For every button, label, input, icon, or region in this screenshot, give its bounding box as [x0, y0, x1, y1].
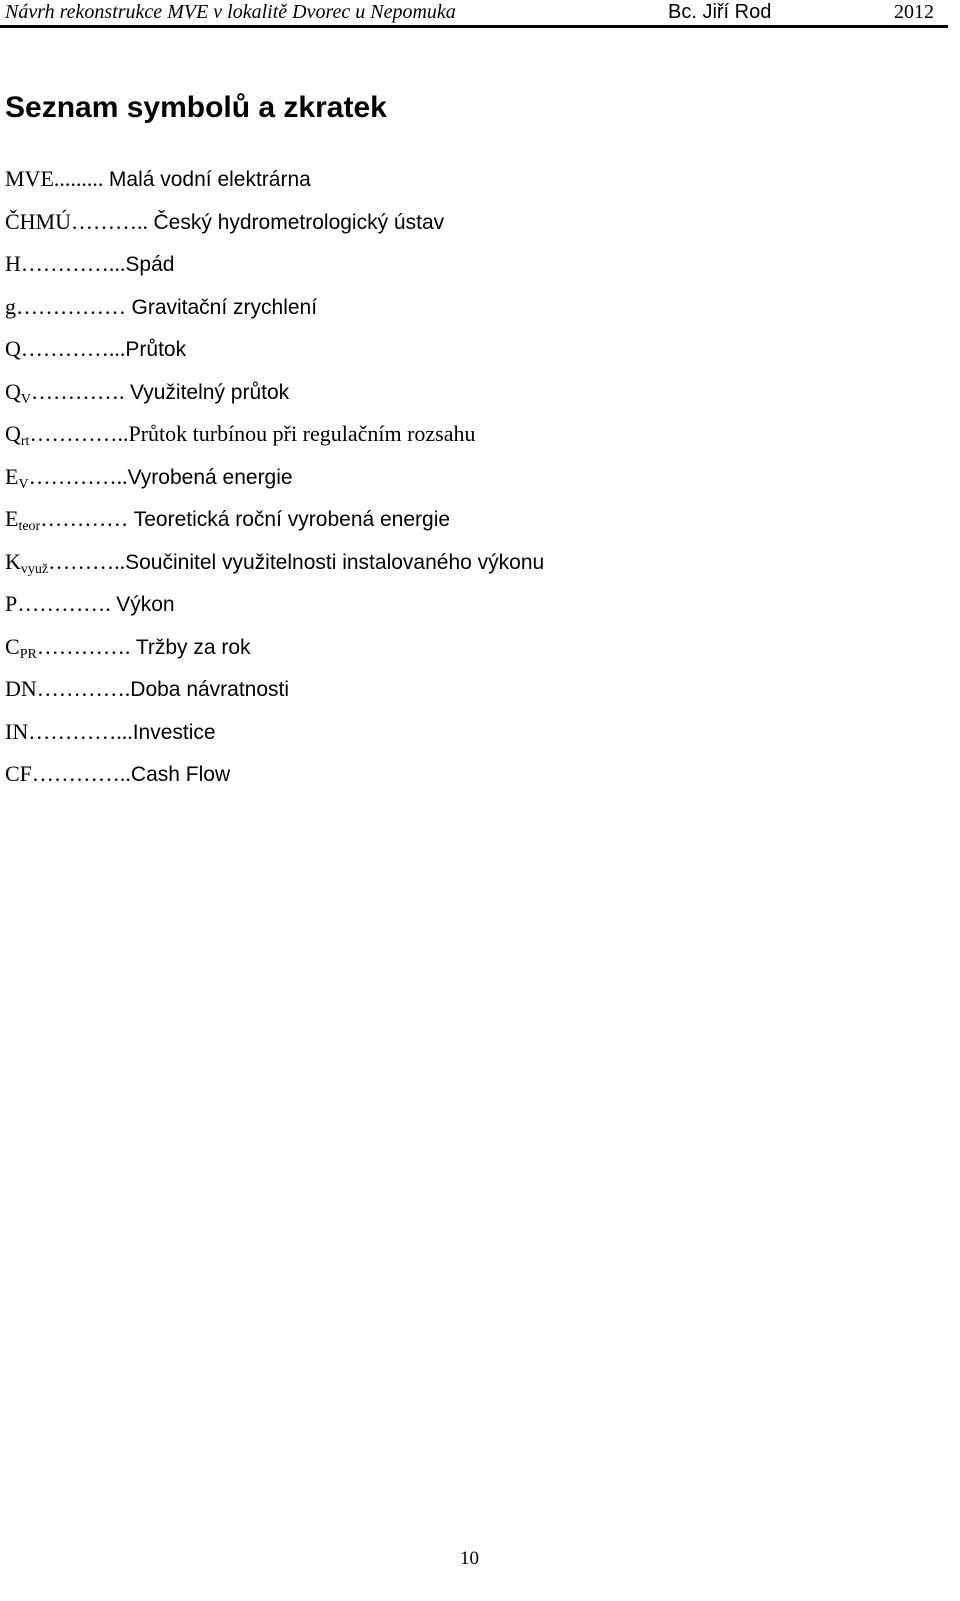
- symbol-row: [5, 503, 544, 546]
- symbol-definition: Výkon: [116, 593, 175, 616]
- symbol: $E_{teor}$: [5, 506, 41, 534]
- symbol-list: [5, 163, 544, 801]
- symbol-row: [5, 673, 544, 716]
- symbol: g: [5, 293, 16, 319]
- symbol-definition: Využitelný průtok: [130, 380, 290, 404]
- symbol: Q: [5, 336, 21, 361]
- symbol-row: [5, 376, 544, 419]
- dot-leader: ………….: [36, 676, 131, 701]
- dot-leader: ………….: [31, 378, 131, 404]
- symbol: $C_{PR}$: [5, 633, 37, 662]
- symbol-definition: Cash Flow: [130, 763, 231, 786]
- symbol-definition: Teoretická roční vyrobená energie: [133, 508, 451, 531]
- symbol: $K_{využ}$: [5, 548, 49, 577]
- symbol-row: [5, 333, 544, 376]
- dot-leader: …………...: [20, 336, 126, 361]
- symbol-row: [5, 206, 544, 249]
- dot-leader: ………….: [17, 591, 117, 616]
- symbol-row: [5, 631, 544, 674]
- header-author: Bc. Jiří Rod: [668, 1, 772, 23]
- dot-leader: …………...: [28, 718, 133, 744]
- symbol: $E_V$: [5, 463, 29, 492]
- symbol-definition: Součinitel využitelnosti instalovaného výkonu: [125, 550, 545, 574]
- dot-leader: …………..: [29, 421, 129, 446]
- header-title: Návrh rekonstrukce MVE v lokalitě Dvorec u Nepomuka: [5, 1, 456, 23]
- symbol-definition: Spád: [125, 253, 175, 276]
- symbol: H: [5, 251, 21, 276]
- symbol-definition: Investice: [132, 720, 216, 744]
- dot-leader: .........: [53, 166, 109, 191]
- dot-leader: ………..: [48, 548, 126, 574]
- symbol-row: [5, 291, 544, 334]
- symbol-row: [5, 588, 544, 631]
- symbol-definition: Vyrobená energie: [127, 465, 293, 489]
- symbol: $Q_V$: [5, 378, 32, 407]
- symbol: ČHMÚ: [5, 208, 72, 234]
- running-header: [0, 0, 948, 28]
- symbol-row: [5, 758, 544, 801]
- dot-leader: …………..: [31, 761, 131, 786]
- symbol-row: [5, 461, 544, 504]
- symbol-definition: Průtok turbínou při regulačním rozsahu: [128, 421, 476, 446]
- symbol-definition: Český hydrometrologický ústav: [153, 210, 445, 234]
- symbol: $Q_{rt}$: [5, 421, 30, 449]
- symbol-row: [5, 716, 544, 759]
- symbol-row: [5, 163, 544, 206]
- dot-leader: ………..: [71, 208, 154, 234]
- symbol-row: [5, 248, 544, 291]
- symbol: P: [5, 591, 18, 616]
- symbol-definition: Gravitační zrychlení: [131, 295, 318, 319]
- page-title: Seznam symbolů a zkratek: [5, 91, 387, 124]
- header-year: 2012: [894, 1, 934, 23]
- dot-leader: …………..: [28, 463, 128, 489]
- symbol: MVE: [5, 166, 54, 191]
- symbol: DN: [5, 676, 37, 701]
- symbol: CF: [5, 761, 32, 786]
- symbol-row: [5, 546, 544, 589]
- symbol-row: [5, 418, 544, 461]
- symbol-definition: Průtok: [125, 338, 187, 361]
- symbol: IN: [5, 718, 29, 744]
- dot-leader: ………….: [36, 633, 136, 659]
- dot-leader: …………: [40, 506, 134, 531]
- page-number: 10: [460, 1548, 479, 1569]
- dot-leader: …………...: [20, 251, 126, 276]
- symbol-definition: Doba návratnosti: [130, 678, 290, 701]
- symbol-definition: Malá vodní elektrárna: [108, 168, 311, 191]
- symbol-definition: Tržby za rok: [135, 635, 251, 659]
- dot-leader: ……………: [16, 293, 132, 319]
